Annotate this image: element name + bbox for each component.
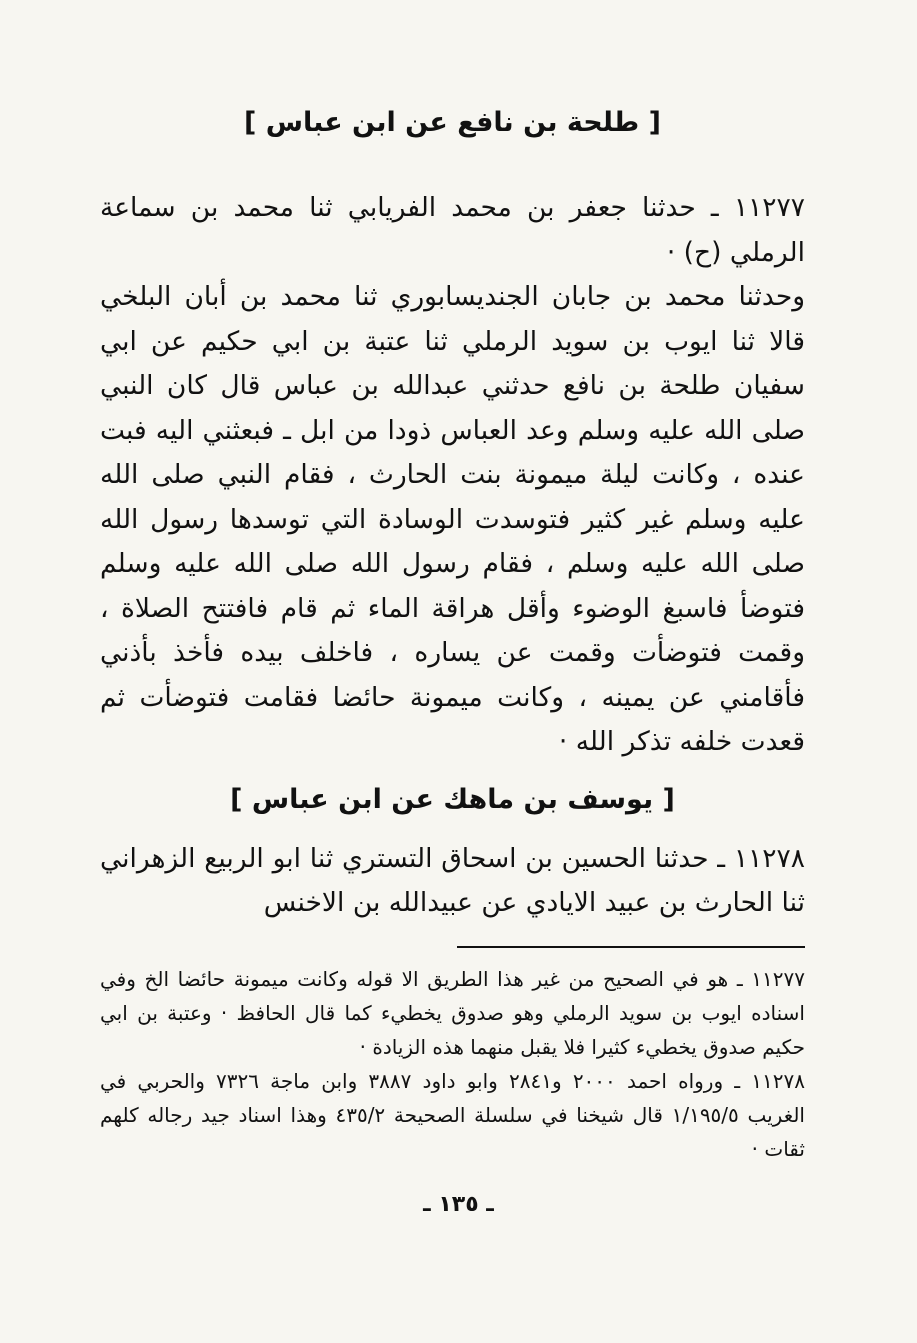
footnote-11277: ١١٢٧٧ ـ هو في الصحيح من غير هذا الطريق الا قوله وكانت ميمونة حائضا الخ وفي اسناده ايوب بن سويد الرملي وهو صدوق يخطيء كما قال الحافظ · وعتبة بن ابي حكيم صدوق يخطيء كثيرا فلا يقبل منهما هذه الزيادة · xyxy=(100,966,805,1059)
hadith-11278-text: ١١٢٧٨ ـ حدثنا الحسين بن اسحاق التستري ثنا ابو الربيع الزهراني ثنا الحارث بن عبيد الايادي عن عبيدالله بن الاخنس xyxy=(100,842,805,918)
hadith-11277 xyxy=(100,186,805,765)
hadith-11278 xyxy=(100,837,805,926)
section-heading-yusuf: [ يوسف بن ماهك عن ابن عباس ] xyxy=(230,783,675,815)
section-heading-talha: [ طلحة بن نافع عن ابن عباس ] xyxy=(244,107,661,138)
page-number: ـ ١٣٥ ـ xyxy=(423,1192,494,1217)
footnote-11278: ١١٢٧٨ ـ ورواه احمد ٢٠٠٠ و٢٨٤١ وابو داود ٣٨٨٧ وابن ماجة ٧٣٢٦ والحربي في الغريب ١/١٩٥/٥ قال شيخنا في سلسلة الصحيحة ٤٣٥/٢ وهذا اسناد جيد رجاله كلهم ثقات · xyxy=(100,1068,806,1161)
hadith-11277-isnad-1: ١١٢٧٧ ـ حدثنا جعفر بن محمد الفريابي ثنا محمد بن سماعة الرملي (ح) · xyxy=(100,192,805,268)
footnotes xyxy=(100,962,805,1166)
hadith-11277-text: وحدثنا محمد بن جابان الجنديسابوري ثنا محمد بن أبان البلخي قالا ثنا ايوب بن سويد الرملي ثنا عتبة بن ابي حكيم عن ابي سفيان طلحة بن نافع حدثني عبدالله بن عباس قال كان النبي صلى الله عليه وسلم وعد العباس ذودا من ابل ـ فبعثني اليه فبت عنده ، وكانت ليلة ميمونة بنت الحارث ، فقام النبي صلى الله عليه وسلم غير كثير فتوسدت الوسادة التي توسدها رسول الله صلى الله عليه وسلم ، فقام رسول الله صلى الله عليه وسلم فتوضأ فاسبغ الوضوء وأقل هراقة الماء ثم قام فافتتح الصلاة ، وقمت فتوضأت وقمت عن يساره ، فاخلف بيده فأخذ بأذني فأقامني عن يمينه ، وكانت ميمونة حائضا فقامت فتوضأت ثم قعدت خلفه تذكر الله · xyxy=(100,281,805,757)
footnote-separator xyxy=(457,946,805,948)
